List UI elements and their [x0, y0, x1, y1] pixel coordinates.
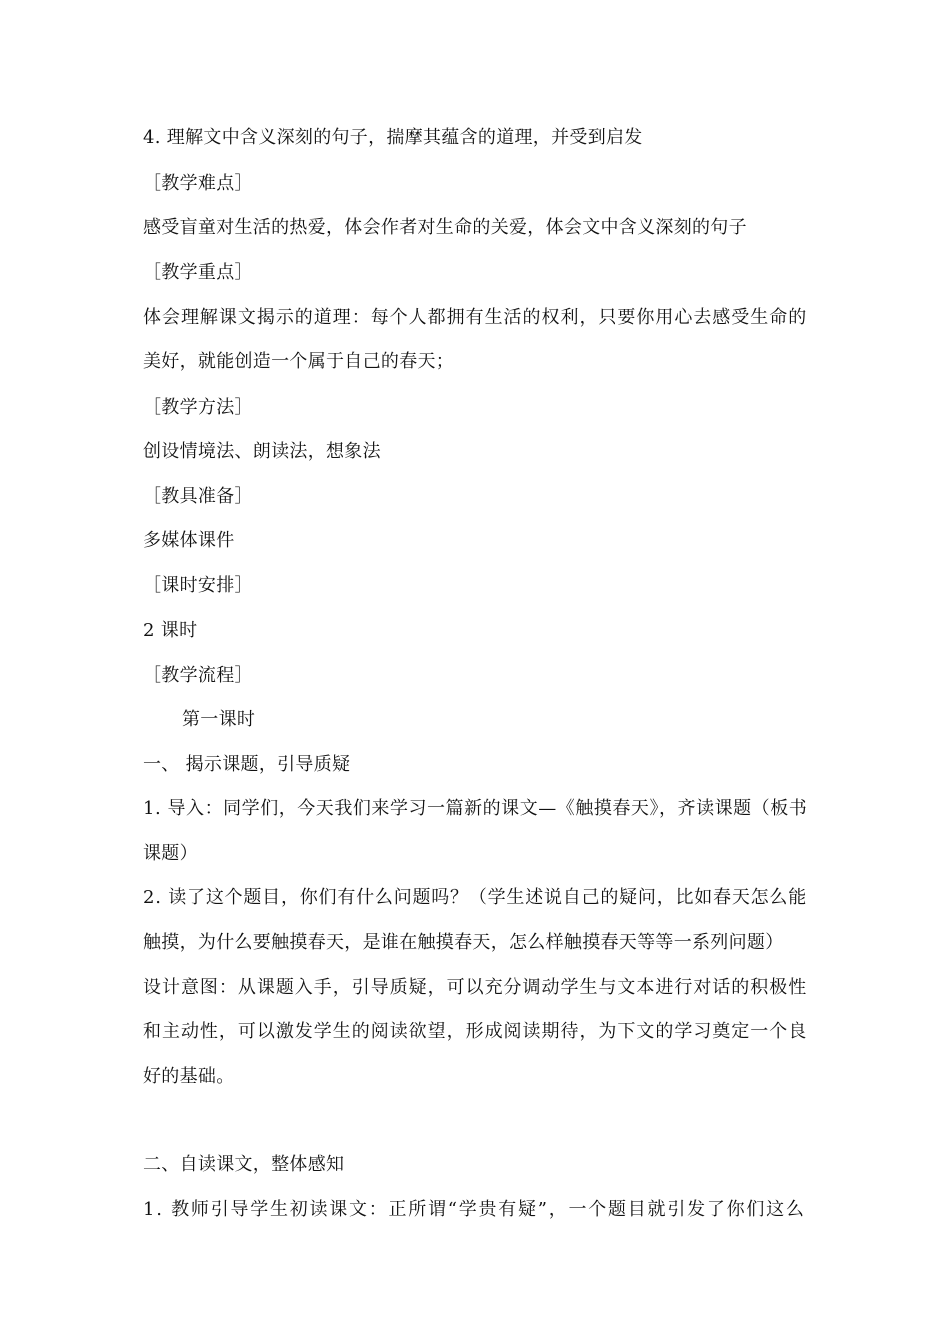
focus-text-line-2: 美好，就能创造一个属于自己的春天； — [143, 351, 455, 372]
section-2-title: 二、自读课文，整体感知 — [143, 1154, 345, 1175]
aids-text: 多媒体课件 — [143, 530, 235, 551]
step-1-line-2: 课题） — [143, 843, 198, 864]
heading-teaching-method: ［教学方法］ — [143, 397, 253, 418]
focus-text-line-1: 体会理解课文揭示的道理：每个人都拥有生活的权利，只要你用心去感受生命的 — [143, 307, 808, 328]
method-text: 创设情境法、朗读法，想象法 — [143, 441, 381, 462]
heading-teaching-aids: ［教具准备］ — [143, 486, 253, 507]
step-2-line-2: 触摸，为什么要触摸春天，是谁在触摸春天，怎么样触摸春天等等一系列问题） — [143, 932, 784, 953]
section-2-step-1: 1. 教师引导学生初读课文：正所谓“学贵有疑”，一个题目就引发了你们这么 — [143, 1199, 806, 1220]
heading-teaching-process: ［教学流程］ — [143, 665, 253, 686]
objective-4: 4. 理解文中含义深刻的句子，揣摩其蕴含的道理，并受到启发 — [143, 127, 643, 148]
section-1-title: 一、 揭示课题，引导质疑 — [143, 754, 351, 775]
heading-teaching-difficulty: ［教学难点］ — [143, 173, 253, 194]
design-intent-line-2: 和主动性，可以激发学生的阅读欲望，形成阅读期待，为下文的学习奠定一个良 — [143, 1021, 808, 1042]
design-intent-line-1: 设计意图：从课题入手，引导质疑，可以充分调动学生与文本进行对话的积极性 — [143, 977, 808, 998]
heading-class-schedule: ［课时安排］ — [143, 575, 253, 596]
heading-teaching-focus: ［教学重点］ — [143, 262, 253, 283]
step-1-line-1: 1. 导入：同学们，今天我们来学习一篇新的课文—《触摸春天》，齐读课题（板书 — [143, 798, 808, 819]
step-2-line-1: 2. 读了这个题目，你们有什么问题吗？（学生述说自己的疑问，比如春天怎么能 — [143, 887, 807, 908]
design-intent-line-3: 好的基础。 — [143, 1066, 235, 1087]
difficulty-text: 感受盲童对生活的热爱，体会作者对生命的关爱，体会文中含义深刻的句子 — [143, 217, 747, 238]
schedule-text: 2 课时 — [143, 620, 198, 641]
first-lesson-title: 第一课时 — [182, 709, 256, 730]
